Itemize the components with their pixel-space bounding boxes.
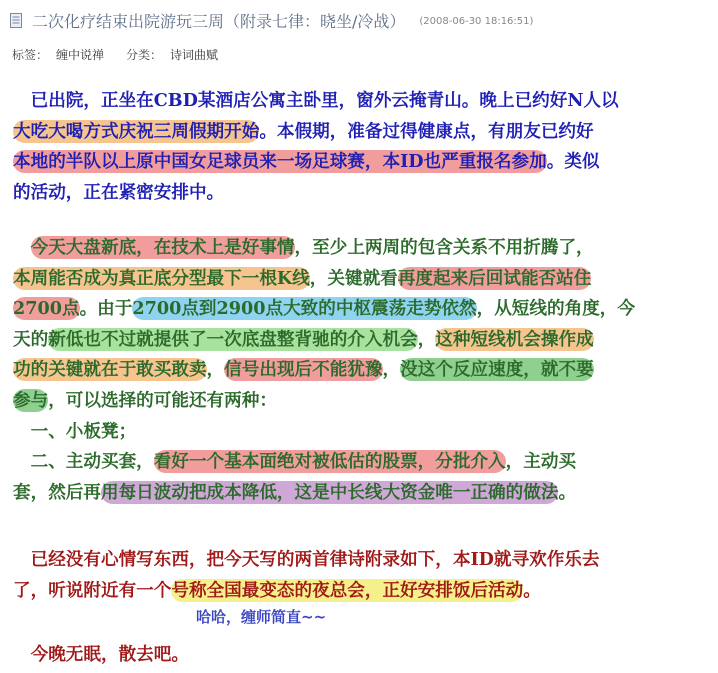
highlight: 再度起来后回试能否站住 xyxy=(397,267,592,289)
tag-label: 标签： xyxy=(12,48,49,62)
text-line: 套，然后再用每日波动把成本降低，这是中长线大资金唯一正确的做法。 xyxy=(13,481,577,503)
text-line: 一、小板凳； xyxy=(13,420,137,442)
highlight: 没这个反应速度，就不要 xyxy=(400,359,594,381)
highlight: 看好一个基本面绝对被低估的股票，分批介入 xyxy=(153,451,506,473)
category-label: 分类： xyxy=(126,48,163,62)
text-line: 本周能否成为真正底分型最下一根K线，关键就看再度起来后回试能否站住 xyxy=(13,267,592,289)
text-line: 2700点。由于2700点到2900点大致的中枢震荡走势依然，从短线的角度，今 xyxy=(13,298,635,320)
paragraph-3 xyxy=(13,545,705,606)
post-header xyxy=(10,8,533,32)
highlight: 大吃大喝方式庆祝三周假期开始 xyxy=(13,120,260,142)
highlight: 新低也不过就提供了一次底盘整背驰的介入机会 xyxy=(48,328,418,350)
text-line: 天的新低也不过就提供了一次底盘整背驰的介入机会，这种短线机会操作成 xyxy=(13,328,594,350)
highlight: 本周能否成为真正底分型最下一根K线 xyxy=(13,267,310,289)
tag-link[interactable]: 缠中说禅 xyxy=(56,48,105,62)
text-line: 已出院，正坐在CBD某酒店公寓主卧里，窗外云掩青山。晚上已约好N人以 xyxy=(13,90,619,111)
highlight: 本地的半队以上原中国女足球员来一场足球赛，本ID也严重报名参加 xyxy=(13,151,547,173)
text-line: 今天大盘新底，在技术上是好事情，至少上两周的包含关系不用折腾了， xyxy=(30,237,594,258)
text-line: 本地的半队以上原中国女足球员来一场足球赛，本ID也严重报名参加。类似 xyxy=(13,151,600,173)
highlight: 参与 xyxy=(13,389,49,411)
highlight: 这种短线机会操作成 xyxy=(435,328,594,350)
highlight: 2700点到2900点大致的中枢震荡走势依然 xyxy=(132,298,477,320)
text-line: 的活动，正在紧密安排中。 xyxy=(13,181,225,203)
text-line: 今晚无眠，散去吧。 xyxy=(13,644,189,665)
category-link[interactable]: 诗词曲赋 xyxy=(170,48,219,62)
post-timestamp: (2008-06-30 18:16:51) xyxy=(419,15,534,27)
text-line: 参与，可以选择的可能还有两种： xyxy=(13,389,277,411)
text-line: 功的关键就在于敢买敢卖，信号出现后不能犹豫，没这个反应速度，就不要 xyxy=(13,359,594,381)
highlight: 2700点 xyxy=(13,298,80,320)
text-line: 二、主动买套，看好一个基本面绝对被低估的股票，分批介入，主动买 xyxy=(13,451,577,473)
text-line: 大吃大喝方式庆祝三周假期开始。本假期，准备过得健康点，有朋友已约好 xyxy=(13,120,594,142)
highlight: 功的关键就在于敢买敢卖 xyxy=(13,359,207,381)
text-line: 已经没有心情写东西，把今天写的两首律诗附录如下，本ID就寻欢作乐去 xyxy=(13,549,600,570)
highlight: 信号出现后不能犹豫 xyxy=(224,359,383,381)
highlight: 今天大盘新底，在技术上是好事情 xyxy=(30,237,295,258)
post-meta xyxy=(12,46,218,63)
highlight: 号称全国最变态的夜总会，正好安排饭后活动 xyxy=(171,579,524,601)
post-title: 二次化疗结束出院游玩三周（附录七律：晓坐/冷战） xyxy=(32,11,406,31)
signature-note: 哈哈，缠师简直~~ xyxy=(196,608,327,626)
text-line: 了，听说附近有一个号称全国最变态的夜总会，正好安排饭后活动。 xyxy=(13,579,541,601)
closing-line xyxy=(13,640,705,671)
document-icon xyxy=(10,13,22,28)
highlight: 用每日波动把成本降低，这是中长线大资金唯一正确的做法 xyxy=(100,481,559,503)
paragraph-2 xyxy=(13,233,705,508)
paragraph-1 xyxy=(13,86,705,208)
